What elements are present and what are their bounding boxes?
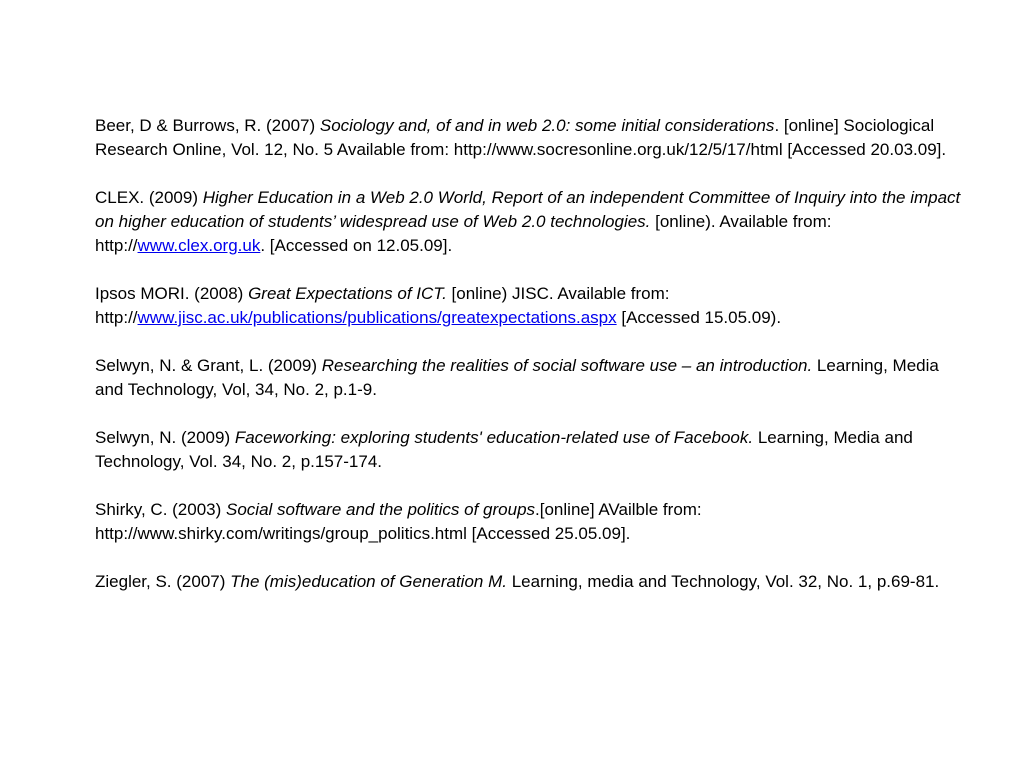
reference-title: Researching the realities of social software use – an introduction. [321,356,813,375]
reference-details: [online) JISC. Available from: http:// [95,284,670,327]
reference-details: [online). Available from: http:// [95,212,832,255]
reference-title: Great Expectations of ICT. [248,284,447,303]
reference-details: Learning, Media and Technology, Vol. 34, No. 2, p.157-174. [95,428,913,471]
reference-selwyn [95,426,965,474]
reference-title: Higher Education in a Web 2.0 World, Report of an independent Committee of Inquiry into the impact on higher education of students’ widespread use of Web 2.0 technologies. [95,188,961,231]
reference-author: CLEX. (2009) [95,188,203,207]
reference-accessed: [Accessed 15.05.09). [616,308,782,327]
reference-title: Sociology and, of and in web 2.0: some initial considerations [319,116,775,135]
clex-link[interactable]: www.clex.org.uk [137,236,261,255]
reference-details: . [online] Sociological Research Online, Vol. 12, No. 5 Available from: http://www.socresonline.org.uk/12/5/17/html [Accessed 20.03.09]. [95,116,947,159]
reference-author: Selwyn, N. & Grant, L. (2009) [95,356,322,375]
reference-shirky [95,498,965,546]
reference-details: Learning, media and Technology, Vol. 32, No. 1, p.69-81. [506,572,940,591]
jisc-link[interactable]: www.jisc.ac.uk/publications/publications/greatexpectations.aspx [137,308,617,327]
reference-title: Social software and the politics of groups [226,500,536,519]
reference-title: The (mis)education of Generation M. [230,572,507,591]
reference-ziegler [95,570,965,594]
reference-clex [95,186,965,258]
reference-author: Ipsos MORI. (2008) [95,284,249,303]
reference-author: Selwyn, N. (2009) [95,428,235,447]
reference-author: Ziegler, S. (2007) [95,572,231,591]
reference-ipsos-mori [95,282,965,330]
reference-selwyn-grant [95,354,965,402]
reference-details: .[online] AVailble from: http://www.shirky.com/writings/group_politics.html [Accessed 25.05.09]. [95,500,702,543]
reference-accessed: . [Accessed on 12.05.09]. [260,236,453,255]
reference-title: Faceworking: exploring students' education-related use of Facebook. [234,428,754,447]
reference-beer-burrows [95,114,965,162]
reference-author: Shirky, C. (2003) [95,500,227,519]
reference-list [95,114,965,618]
reference-details: Learning, Media and Technology, Vol, 34, No. 2, p.1-9. [95,356,939,399]
reference-author: Beer, D & Burrows, R. (2007) [95,116,320,135]
